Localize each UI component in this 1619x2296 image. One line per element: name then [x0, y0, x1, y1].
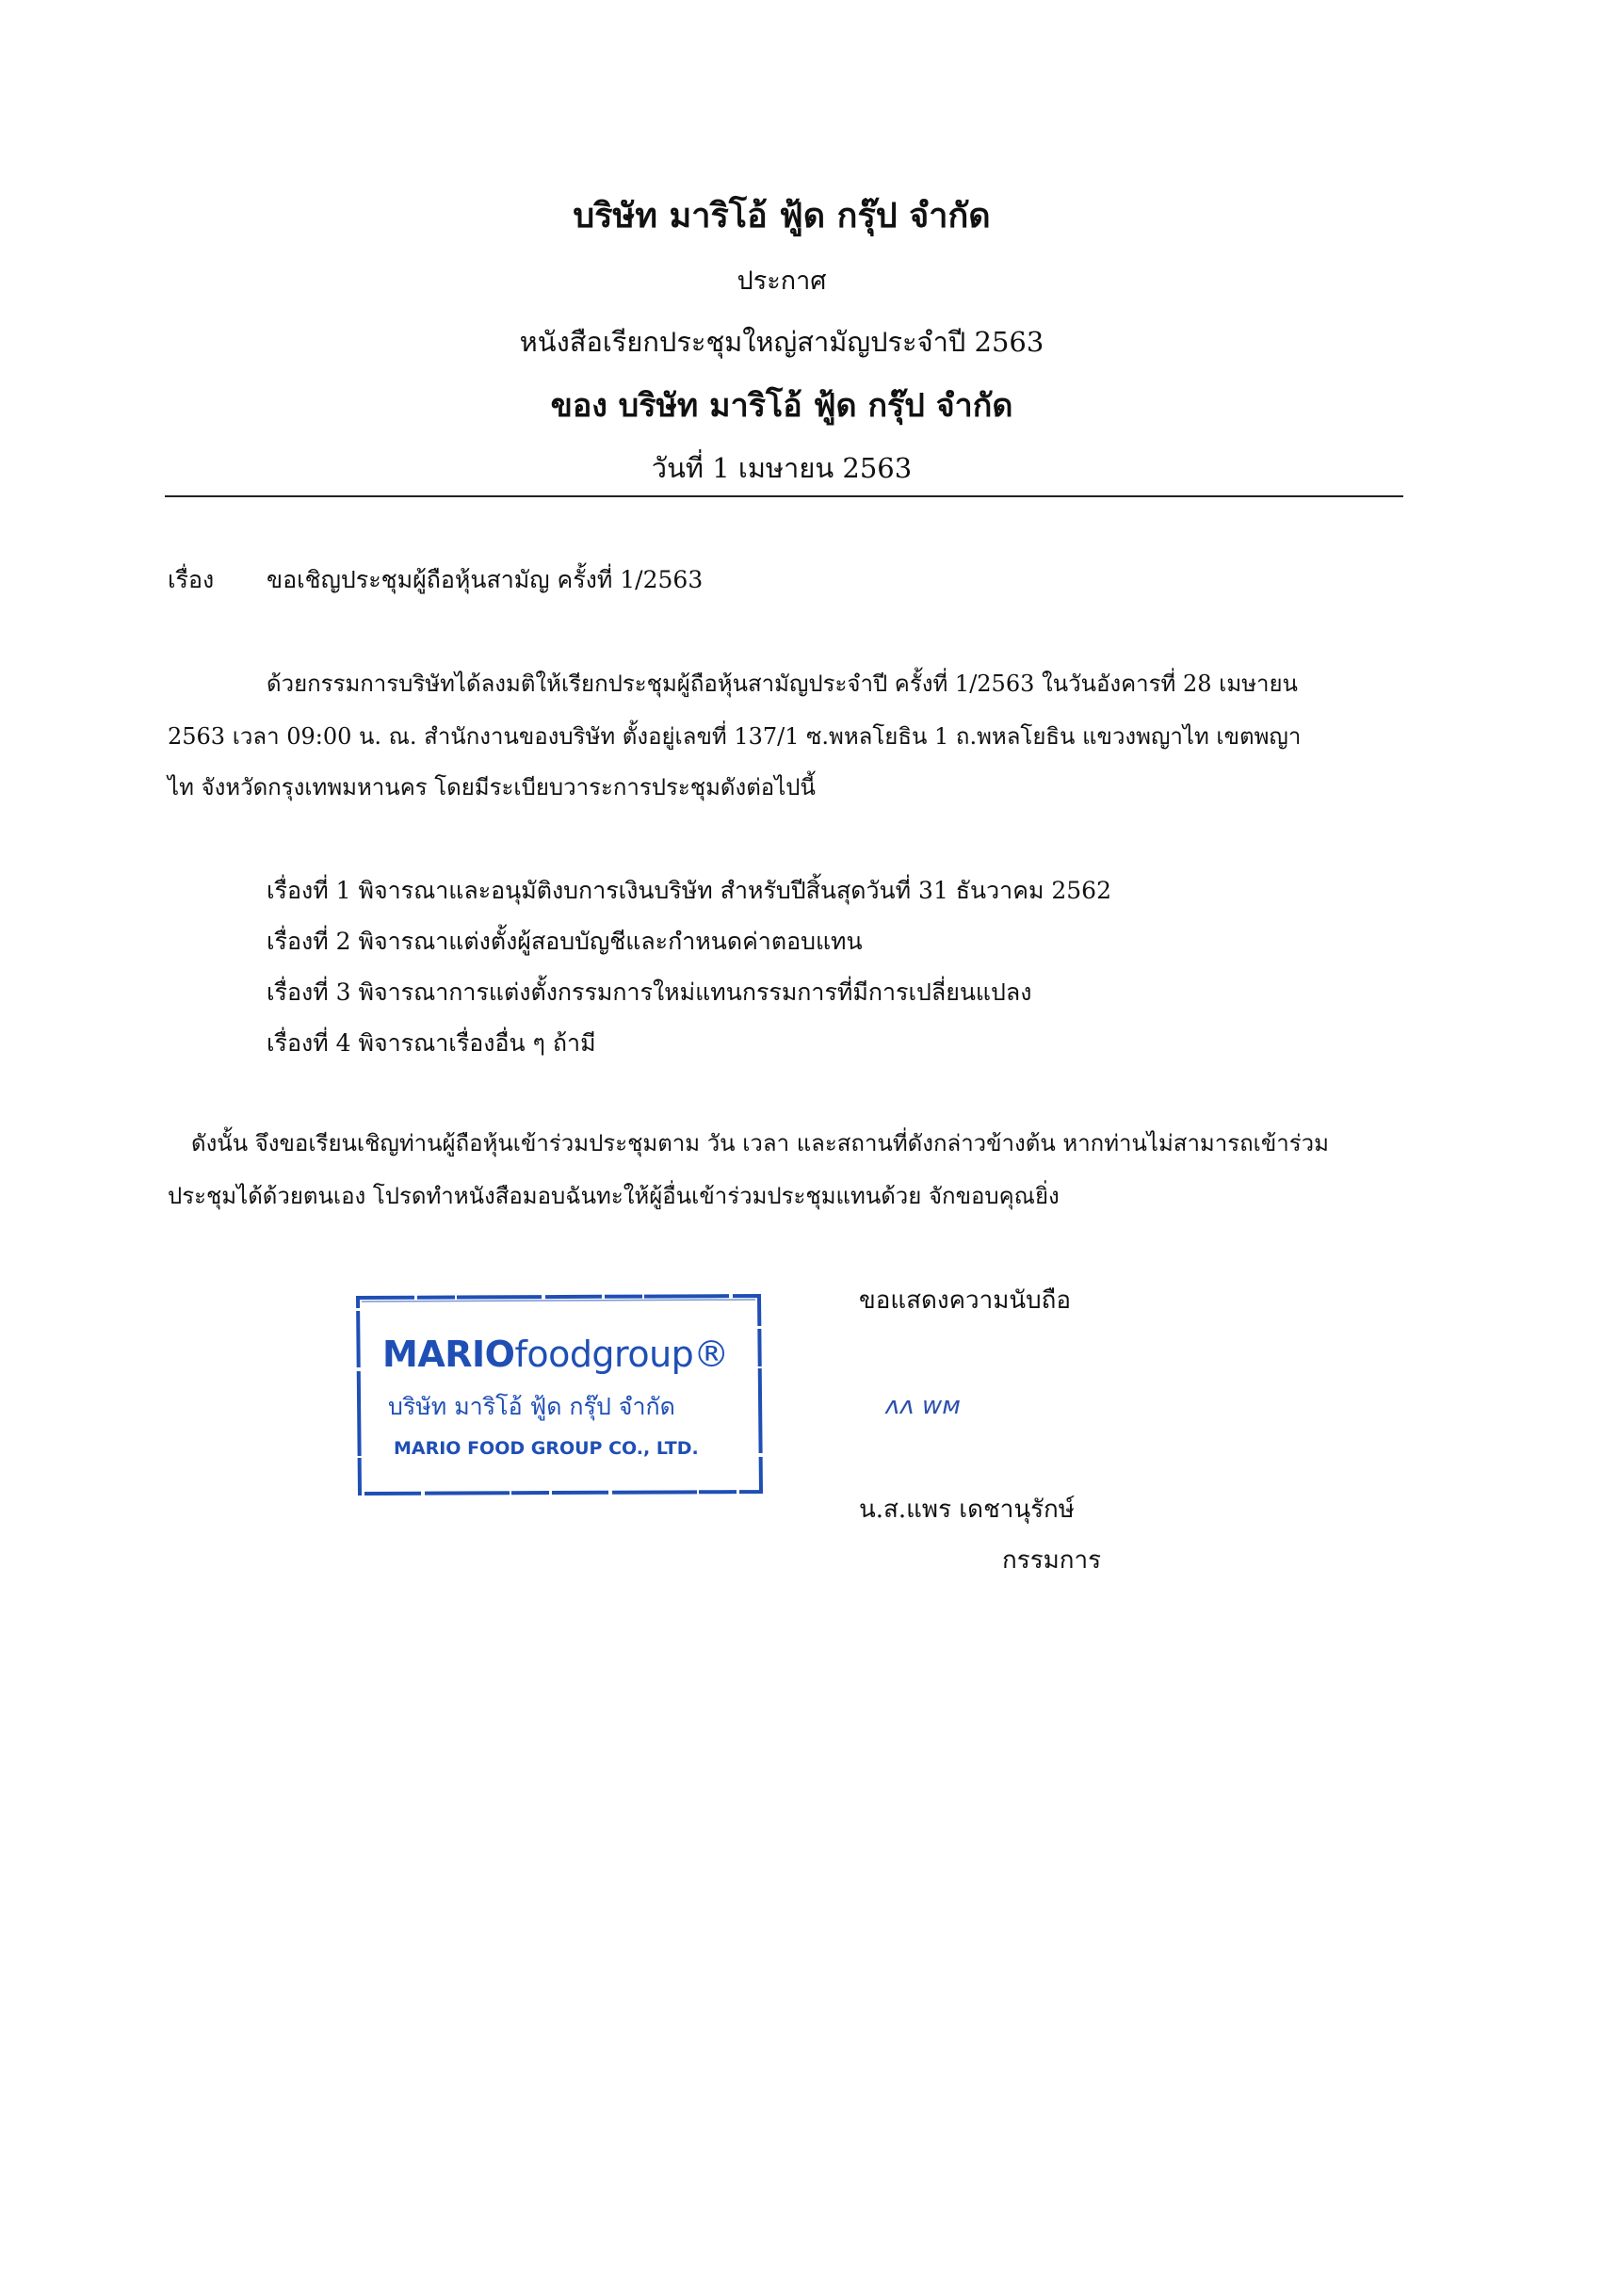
stamp-english-name: MARIO FOOD GROUP CO., LTD.	[394, 1438, 699, 1459]
handwritten-signature: ᴧᴧ wᴍ	[885, 1392, 961, 1420]
closing-salutation: ขอแสดงความนับถือ	[859, 1286, 1071, 1315]
stamp-brand-logo: MARIOfoodgroup®	[382, 1334, 729, 1375]
subject-text: ขอเชิญประชุมผู้ถือหุ้นสามัญ ครั้งที่ 1/2563	[267, 566, 704, 593]
of-company-title: ของ บริษัท มาริโอ้ ฟู้ด กรุ๊ป จำกัด	[550, 387, 1013, 425]
document-date: วันที่ 1 เมษายน 2563	[651, 452, 913, 484]
paragraph2-line1: ดังนั้น จึงขอเรียนเชิญท่านผู้ถือหุ้นเข้าร่วมประชุมตาม วัน เวลา และสถานที่ดังกล่าวข้างต้น หากท่านไม่สามารถเข้าร่วม	[191, 1130, 1329, 1156]
signer-name: น.ส.แพร เดชานุรักษ์	[859, 1496, 1075, 1524]
paragraph1-line3: ไท จังหวัดกรุงเทพมหานคร โดยมีระเบียบวาระการประชุมดังต่อไปนี้	[168, 774, 816, 800]
agenda-item: เรื่องที่ 4 พิจารณาเรื่องอื่น ๆ ถ้ามี	[267, 1029, 596, 1057]
stamp-thai-name: บริษัท มาริโอ้ ฟู้ด กรุ๊ป จำกัด	[388, 1393, 675, 1420]
paragraph2-line2: ประชุมได้ด้วยตนเอง โปรดทำหนังสือมอบฉันทะให้ผู้อื่นเข้าร่วมประชุมแทนด้วย จักขอบคุณยิ่ง	[168, 1183, 1060, 1209]
agenda-item: เรื่องที่ 1 พิจารณาและอนุมัติงบการเงินบริษัท สำหรับปีสิ้นสุดวันที่ 31 ธันวาคม 2562	[267, 877, 1111, 904]
company-stamp	[354, 1290, 767, 1497]
header-divider	[165, 495, 1403, 497]
signer-position: กรรมการ	[1002, 1546, 1102, 1575]
agenda-item: เรื่องที่ 2 พิจารณาแต่งตั้งผู้สอบบัญชีและกำหนดค่าตอบแทน	[267, 928, 863, 955]
announcement-label: ประกาศ	[737, 267, 827, 296]
meeting-notice-title: หนังสือเรียกประชุมใหญ่สามัญประจำปี 2563	[519, 326, 1044, 358]
company-title: บริษัท มาริโอ้ ฟู้ด กรุ๊ป จำกัด	[573, 196, 991, 235]
paragraph1-line2: 2563 เวลา 09:00 น. ณ. สำนักงานของบริษัท ตั้งอยู่เลขที่ 137/1 ซ.พหลโยธิน 1 ถ.พหลโยธิน แขวงพญาไท เขตพญา	[168, 723, 1302, 750]
subject-label: เรื่อง	[168, 566, 215, 593]
paragraph1-line1: ด้วยกรรมการบริษัทได้ลงมติให้เรียกประชุมผู้ถือหุ้นสามัญประจำปี ครั้งที่ 1/2563 ในวันอังคารที่ 28 เมษายน	[267, 671, 1298, 697]
agenda-item: เรื่องที่ 3 พิจารณาการแต่งตั้งกรรมการใหม่แทนกรรมการที่มีการเปลี่ยนแปลง	[267, 978, 1032, 1006]
